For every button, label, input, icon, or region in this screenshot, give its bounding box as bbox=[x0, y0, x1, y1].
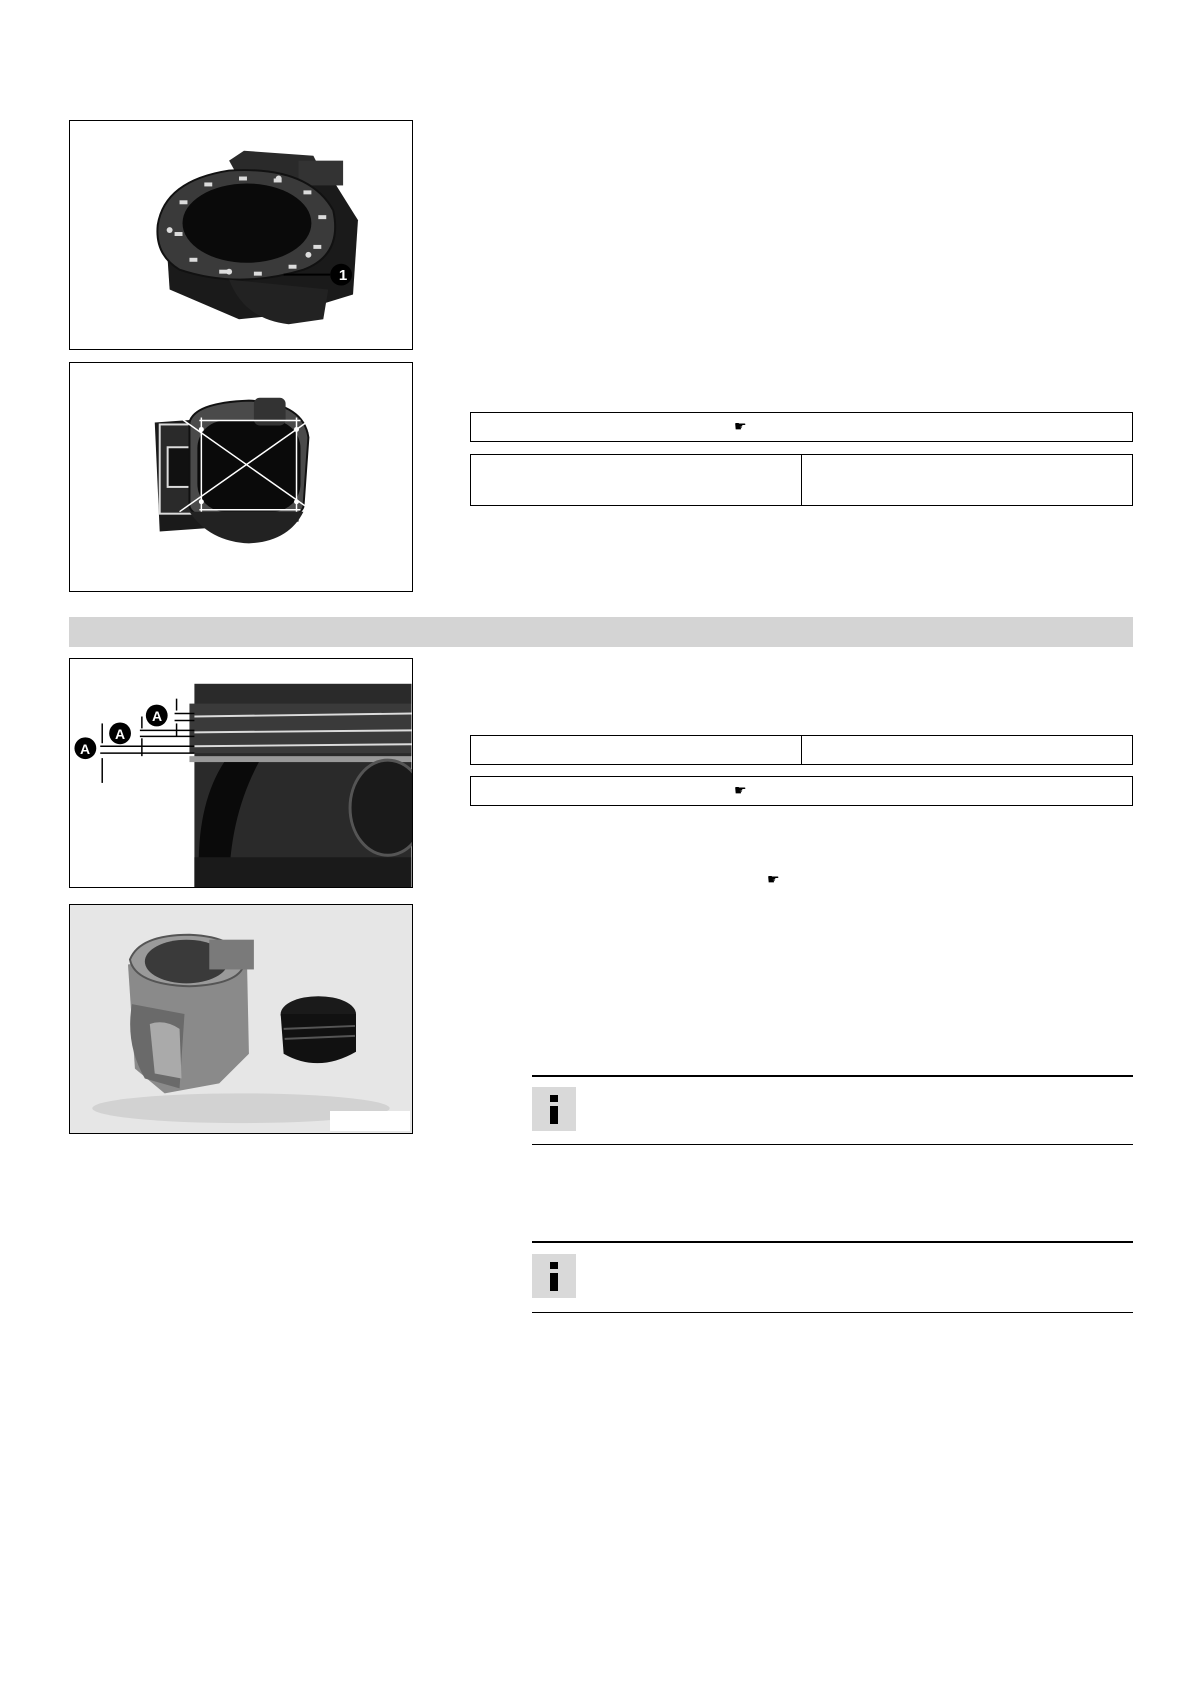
table-divider bbox=[801, 736, 802, 764]
piston-ring-illustration bbox=[70, 659, 412, 887]
section-heading-band bbox=[69, 617, 1133, 647]
info-icon bbox=[532, 1254, 576, 1298]
callout-a-label: A bbox=[151, 708, 163, 724]
cylinder-piston-photo bbox=[70, 905, 412, 1133]
note-1-bottom-rule bbox=[532, 1144, 1133, 1145]
figure-cylinder-bore-measure-cross bbox=[69, 362, 413, 592]
cylinder-bore-illustration bbox=[70, 363, 412, 591]
callout-a-label: A bbox=[114, 726, 126, 742]
callout-a-label: A bbox=[79, 741, 91, 757]
figure-cylinder-and-piston-photo bbox=[69, 904, 413, 1134]
figure-cylinder-exhaust-flange bbox=[69, 120, 413, 350]
figure-number-tab bbox=[330, 569, 410, 589]
hand-pointer-icon: ☛ bbox=[734, 418, 747, 434]
spec-table-2 bbox=[470, 735, 1133, 765]
figure-piston-ring-end-gap bbox=[69, 658, 413, 888]
info-icon bbox=[532, 1087, 576, 1131]
note-2-top-rule bbox=[532, 1241, 1133, 1243]
table-divider bbox=[801, 455, 802, 505]
figure-number-tab bbox=[330, 327, 410, 347]
cylinder-illustration bbox=[70, 121, 412, 349]
hand-pointer-icon: ☛ bbox=[734, 782, 747, 798]
figure-number-tab bbox=[330, 1111, 410, 1131]
spec-table-1 bbox=[470, 454, 1133, 506]
hand-pointer-icon: ☛ bbox=[767, 871, 780, 887]
callout-1-label: 1 bbox=[338, 267, 348, 284]
reference-row-2 bbox=[470, 776, 1133, 806]
reference-row-1 bbox=[470, 412, 1133, 442]
note-1-top-rule bbox=[532, 1075, 1133, 1077]
note-2-bottom-rule bbox=[532, 1312, 1133, 1313]
